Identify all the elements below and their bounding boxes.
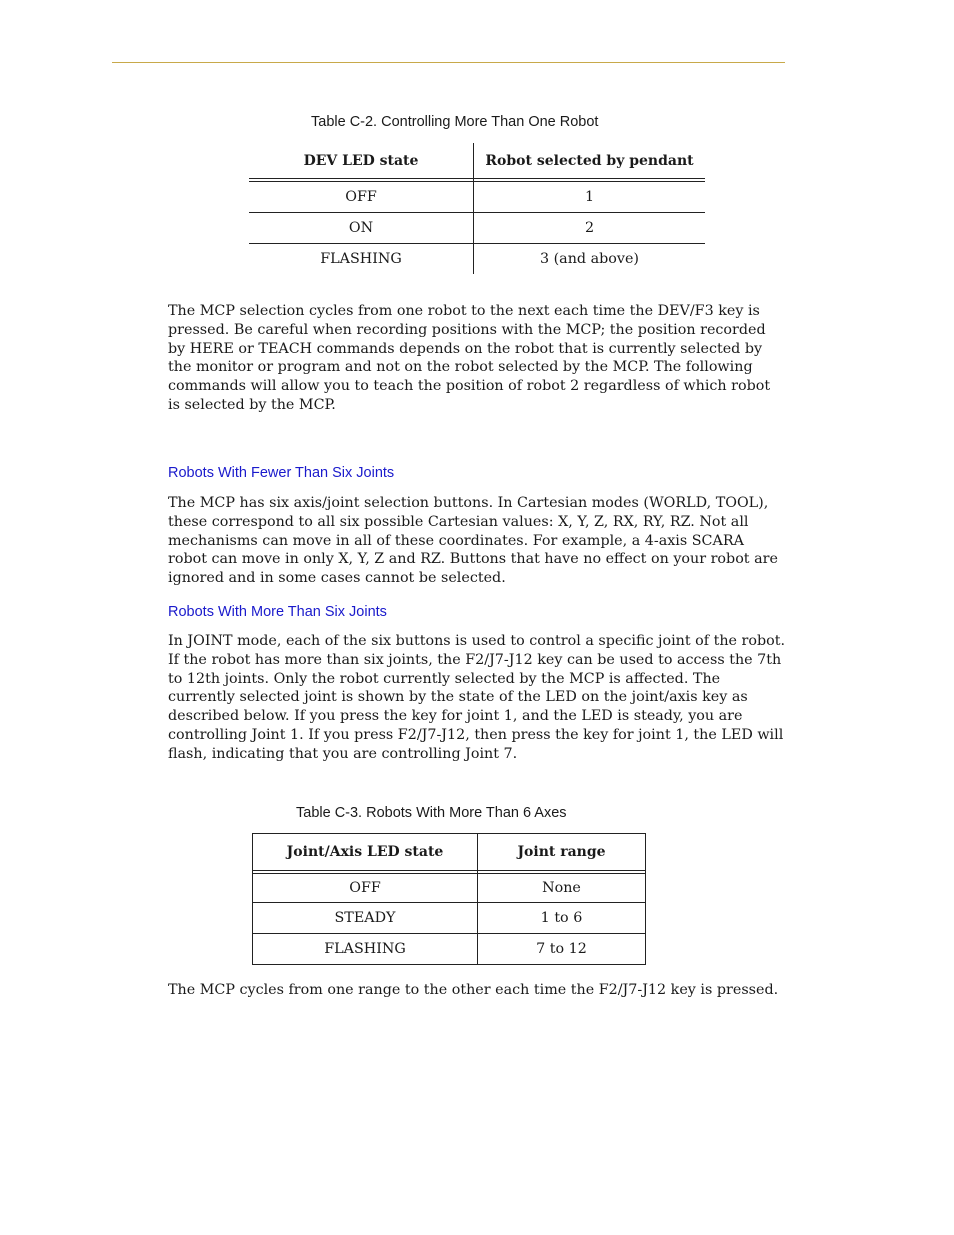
table-c2-cell: ON (348, 220, 374, 236)
table-c2-header-led-state: DEV LED state (303, 153, 419, 169)
table-c3-cell: OFF (349, 880, 381, 896)
table-c2-cell: FLASHING (320, 251, 402, 267)
paragraph-more-joints: In JOINT mode, each of the six buttons is used to control a specific joint of the robot. If the robot has more than six joints, the F2/J7-J12 key can be used to access the 7th to 12th joints. Only the robot currently selected by the MCP is affected. The currently selected joint is shown by the state of the LED on the joint/axis key as described below. If you press the key for joint 1, and the LED is steady, you are controlling Joint 1. If you press F2/J7-J12, then press the key for joint 1, the LED will flash, indicating that you are controlling Joint 7. (168, 633, 786, 762)
table-c2 (249, 143, 705, 274)
heading-more-joints: Robots With More Than Six Joints (168, 604, 387, 620)
paragraph-mcp-cycles: The MCP cycles from one range to the other each time the F2/J7-J12 key is pressed. (168, 982, 779, 998)
table-c3-caption: Table C-3. Robots With More Than 6 Axes (296, 805, 567, 821)
paragraph-fewer-joints: The MCP has six axis/joint selection buttons. In Cartesian modes (WORLD, TOOL), these correspond to all six possible Cartesian values: X, Y, Z, RX, RY, RZ. Not all mechanisms can move in all of these coordinates. For example, a 4-axis SCARA robot can move in only X, Y, Z and RZ. Buttons that have no effect on your robot are ignored and in some cases cannot be selected. (168, 495, 778, 587)
table-c2-header-robot-selected: Robot selected by pendant (485, 153, 694, 169)
paragraph-mcp-selection: The MCP selection cycles from one robot to the next each time the DEV/F3 key is pressed. Be careful when recording positions with the MCP; the position recorded by HERE or TEACH commands depends on the robot that is currently selected by the monitor or program and not on the robot selected by the MCP. The following commands will allow you to teach the position of robot 2 regardless of which robot is selected by the MCP. (168, 303, 771, 413)
table-c3-header-joint-range: Joint range (517, 844, 606, 860)
table-c2-cell: OFF (345, 189, 377, 205)
heading-fewer-joints: Robots With Fewer Than Six Joints (168, 465, 395, 481)
table-c3-cell: None (542, 880, 581, 896)
table-c2-cell: 2 (584, 220, 595, 236)
table-c2-cell: 1 (584, 189, 595, 205)
table-c2-caption: Table C-2. Controlling More Than One Robot (311, 114, 599, 130)
table-c3-cell: 1 to 6 (540, 910, 583, 926)
table-c3 (252, 833, 646, 965)
table-c3-header-rule-top (253, 870, 645, 871)
table-c2-cell: 3 (and above) (539, 251, 640, 267)
header-rule (112, 62, 785, 63)
table-c3-cell: FLASHING (324, 941, 406, 957)
table-c3-cell: 7 to 12 (536, 941, 587, 957)
table-c3-cell: STEADY (334, 910, 396, 926)
table-c3-header-led-state: Joint/Axis LED state (286, 844, 444, 860)
